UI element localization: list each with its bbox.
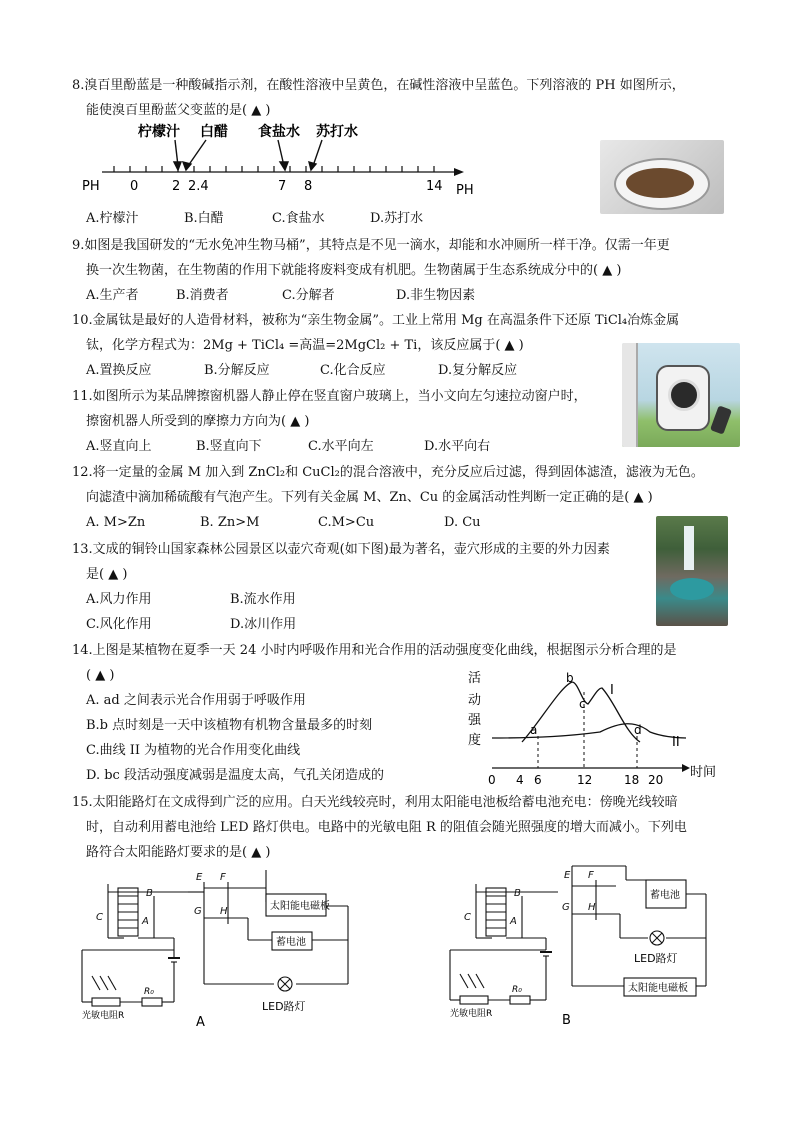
q10-option-b: B.分解反应 [204, 363, 270, 378]
q13-stem-line2: 是( ▲ ) [86, 567, 128, 582]
q12-option-b: B. Zn>M [200, 515, 260, 530]
ph-scale-figure [78, 118, 488, 200]
marker-vinegar: 白醋 [200, 124, 228, 140]
q8-option-c: C.食盐水 [272, 211, 325, 226]
marker-salt-water: 食盐水 [258, 124, 300, 140]
q14-stem-line1: 14.上图是某植物在夏季一天 24 小时内呼吸作用和光合作用的活动强度变化曲线，根据图示分析合理的是 [72, 643, 677, 658]
q12-option-c: C.M>Cu [318, 515, 375, 530]
q11-option-b: B.竖直向下 [196, 439, 262, 454]
q11-option-c: C.水平向左 [308, 439, 374, 454]
q14-option-a: A. ad 之间表示光合作用弱于呼吸作用 [86, 693, 306, 708]
q12-option-d: D. Cu [444, 515, 481, 530]
graph-point-b: b [566, 671, 574, 685]
q14-option-d: D. bc 段活动强度减弱是温度太高，气孔关闭造成的 [86, 768, 384, 783]
q14-option-c: C.曲线 II 为植物的光合作用变化曲线 [86, 743, 301, 758]
graph-curve-I: I [610, 683, 614, 698]
circuit-b-caption: B [562, 1013, 571, 1028]
pin-b-label: B [146, 888, 153, 899]
q8-option-a: A.柠檬汁 [86, 211, 139, 226]
q10-option-d: D.复分解反应 [438, 363, 518, 378]
q12-option-a: A. M>Zn [86, 515, 146, 530]
graph-curve-II: II [672, 735, 680, 750]
graph-xtick-12: 12 [577, 773, 593, 787]
q8-stem-line1: 8.溴百里酚蓝是一种酸碱指示剂，在酸性溶液中呈黄色，在碱性溶液中呈蓝色。下列溶液的 PH 如图所示， [72, 78, 685, 93]
q13-option-d: D.冰川作用 [230, 617, 297, 632]
q10-stem-line2: 钛，化学方程式为：2Mg + TiCl₄ =高温=2MgCl₂ + Ti，该反应属于( ▲ ) [86, 338, 524, 353]
solar-panel-label: 太阳能电磁板 [270, 901, 330, 912]
pin-g-label: G [562, 902, 570, 913]
pin-a-label: A [510, 916, 517, 927]
circuit-a-caption: A [196, 1015, 205, 1030]
r0-label: R₀ [144, 987, 154, 997]
pin-f-label: F [588, 870, 594, 881]
pin-e-label: E [196, 872, 203, 883]
pin-a-label: A [142, 916, 149, 927]
pin-h-label: H [220, 906, 228, 917]
graph-point-d: d [634, 723, 642, 737]
q9-option-c: C.分解者 [282, 288, 335, 303]
q9-stem-line2: 换一次生物菌，在生物菌的作用下就能将废料变成有机肥。生物菌属于生态系统成分中的( ▲ ) [86, 263, 622, 278]
q11-option-a: A.竖直向上 [86, 439, 152, 454]
q10-option-a: A.置换反应 [86, 363, 152, 378]
graph-ylabel-1: 活 [468, 671, 482, 686]
q11-option-d: D.水平向右 [424, 439, 491, 454]
q13-stem-line1: 13.文成的铜铃山国家森林公园景区以壶穴奇观(如下图)最为著名，壶穴形成的主要的外力因素 [72, 542, 610, 557]
battery-label: 蓄电池 [650, 890, 680, 901]
q12-stem-line1: 12.将一定量的金属 M 加入到 ZnCl₂和 CuCl₂的混合溶液中，充分反应后过滤，得到固体滤渣，滤液为无色。 [72, 465, 704, 480]
q13-option-c: C.风化作用 [86, 617, 152, 632]
q13-option-a: A.风力作用 [86, 592, 152, 607]
pin-h-label: H [588, 902, 596, 913]
pin-b-label: B [514, 888, 521, 899]
q11-stem-line2: 擦窗机器人所受到的摩擦力方向为( ▲ ) [86, 414, 310, 429]
pin-g-label: G [194, 906, 202, 917]
q15-stem-line1: 15.太阳能路灯在文成得到广泛的应用。白天光线较亮时，利用太阳能电池板给蓄电池充电：傍晚光线较暗 [72, 795, 678, 810]
led-lamp-label: LED路灯 [262, 1000, 306, 1013]
ph-tick-0: 0 [130, 179, 139, 194]
ph-tick-14: 14 [426, 179, 443, 194]
graph-xtick-0: 0 [488, 773, 496, 787]
q8-option-d: D.苏打水 [370, 211, 424, 226]
pin-f-label: F [220, 872, 226, 883]
q9-stem-line1: 9.如图是我国研发的“无水免冲生物马桶”，其特点是不见一滴水，却能和水冲厕所一样干净。仅需一年更 [72, 238, 670, 253]
graph-ylabel-2: 动 [468, 693, 482, 708]
window-robot-photo [622, 343, 740, 447]
ldr-label: 光敏电阻R [450, 1009, 493, 1019]
marker-soda-water: 苏打水 [316, 124, 358, 140]
activity-intensity-graph [460, 662, 732, 790]
ph-left-label: PH [82, 179, 100, 194]
marker-lemon: 柠檬汁 [138, 124, 180, 140]
r0-label: R₀ [512, 985, 522, 995]
solar-panel-label: 太阳能电磁板 [628, 983, 688, 994]
led-lamp-label: LED路灯 [634, 952, 678, 965]
pin-c-label: C [96, 912, 103, 923]
q14-stem-line2: ( ▲ ) [86, 668, 115, 683]
graph-point-a: a [530, 723, 538, 737]
q9-option-a: A.生产者 [86, 288, 139, 303]
graph-ylabel-3: 强 [468, 713, 482, 728]
graph-xlabel: 时间 [690, 765, 717, 780]
pin-c-label: C [464, 912, 471, 923]
ldr-label: 光敏电阻R [82, 1011, 125, 1021]
q10-stem-line1: 10.金属钛是最好的人造骨材料，被称为“亲生物金属”。工业上常用 Mg 在高温条件下还原 TiCl₄冶炼金属 [72, 313, 680, 328]
q11-stem-line1: 11.如图所示为某品牌擦窗机器人静止停在竖直窗户玻璃上，当小文向左匀速拉动窗户时， [72, 389, 587, 404]
pin-e-label: E [564, 870, 571, 881]
q15-stem-line3: 路符合太阳能路灯要求的是( ▲ ) [86, 845, 271, 860]
q8-stem-line2: 能使溴百里酚蓝父变蓝的是( ▲ ) [86, 103, 271, 118]
graph-xtick-18: 18 [624, 773, 640, 787]
pothole-scenery-photo [656, 516, 728, 626]
q13-option-b: B.流水作用 [230, 592, 296, 607]
toilet-photo [600, 140, 724, 214]
graph-xtick-6: 6 [534, 773, 542, 787]
graph-ylabel-4: 度 [468, 733, 482, 748]
battery-label: 蓄电池 [276, 937, 306, 948]
circuit-diagram-a [78, 866, 378, 1032]
q8-option-b: B.白醋 [184, 211, 224, 226]
q10-option-c: C.化合反应 [320, 363, 386, 378]
ph-tick-2: 2 [172, 179, 181, 194]
q12-stem-line2: 向滤渣中滴加稀硫酸有气泡产生。下列有关金属 M、Zn、Cu 的金属活动性判断一定正确的是( ▲ ) [86, 490, 653, 505]
graph-xtick-4: 4 [516, 773, 524, 787]
ph-right-label: PH [456, 183, 474, 198]
q14-option-b: B.b 点时刻是一天中该植物有机物含量最多的时刻 [86, 718, 373, 733]
ph-tick-2-4: 2.4 [188, 179, 209, 194]
q9-option-d: D.非生物因素 [396, 288, 476, 303]
q15-stem-line2: 时，自动利用蓄电池给 LED 路灯供电。电路中的光敏电阻 R 的阻值会随光照强度的增大而减小。下列电 [86, 820, 687, 835]
graph-point-c: c [579, 697, 586, 711]
circuit-diagram-b [446, 858, 736, 1030]
q9-option-b: B.消费者 [176, 288, 229, 303]
ph-tick-7: 7 [278, 179, 287, 194]
graph-xtick-20: 20 [648, 773, 664, 787]
ph-tick-8: 8 [304, 179, 313, 194]
